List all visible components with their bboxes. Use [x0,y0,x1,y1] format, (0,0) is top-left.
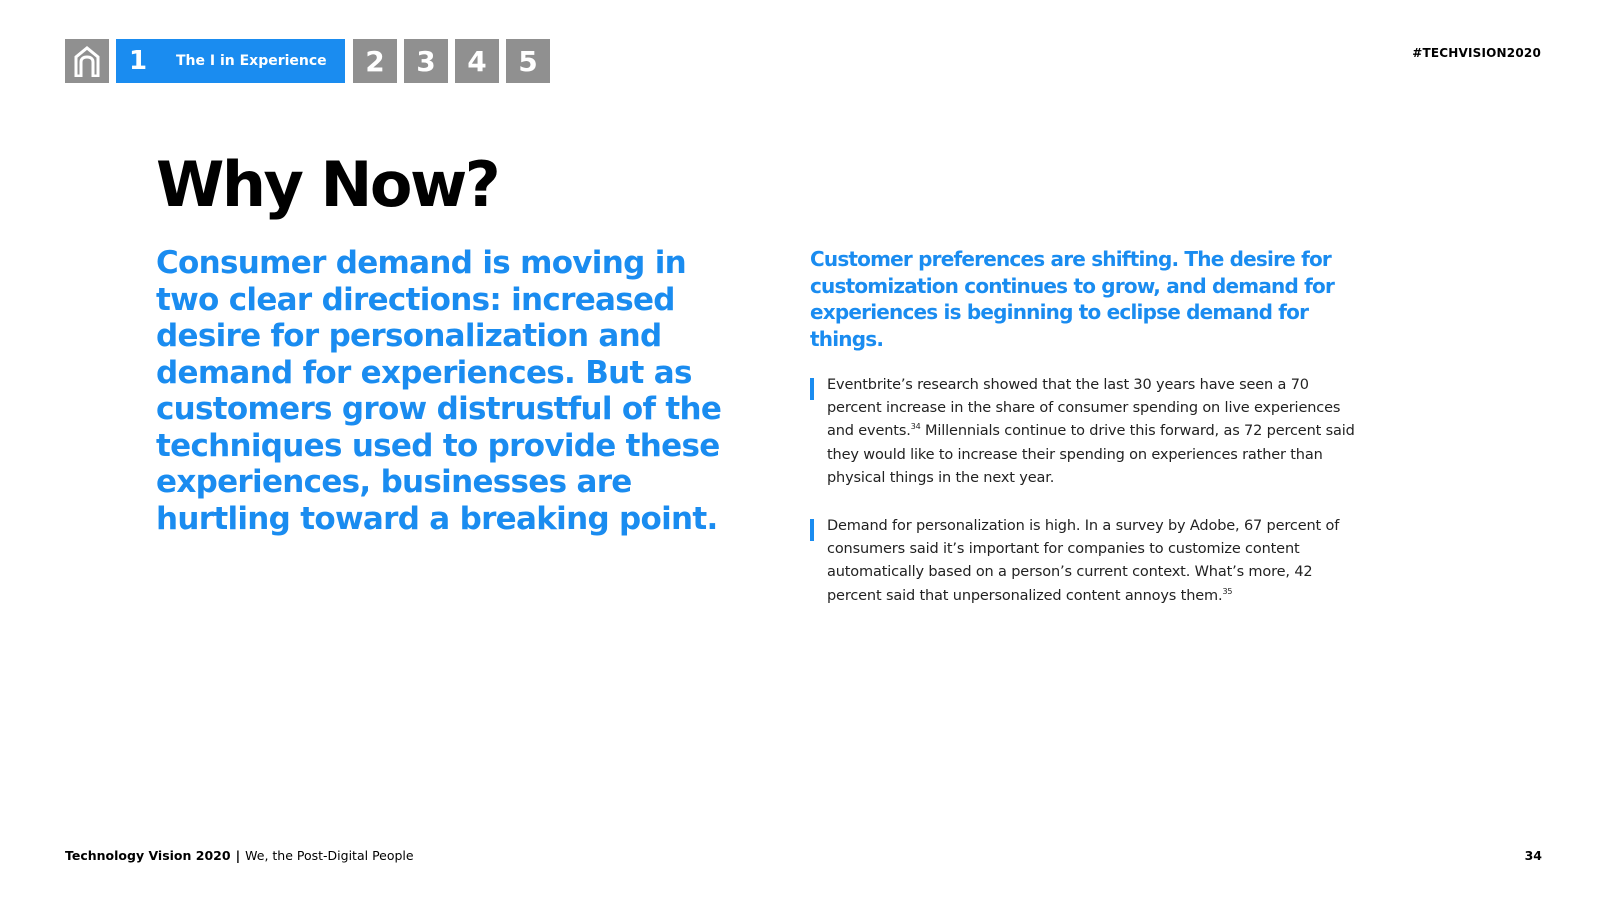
page-number: 34 [1524,848,1542,863]
paragraph-text-part2: Millennials continue to drive this forward, as 72 percent said they would like to increase their spending on experiences rather than physical things in the next year. [827,423,1355,486]
footer-publication: Technology Vision 2020 [65,848,231,863]
footer [65,848,414,863]
paragraph-text: Demand for personalization is high. In a survey by Adobe, 67 percent of consumers said it’s important for companies to customize content automatically based on a person’s current context. What’s more, 42 percent said that unpersonalized content annoys them. [827,518,1340,604]
paragraph-marker [810,378,814,400]
paragraph-marker [810,519,814,541]
active-section-label: The I in Experience [176,53,327,69]
section-tab-4[interactable]: 4 [455,39,499,83]
subheading: Customer preferences are shifting. The desire for customization continues to grow, and demand for experiences is beginning to eclipse demand for things. [810,247,1335,351]
section-tab-active[interactable] [116,39,345,83]
section-tab-2[interactable]: 2 [353,39,397,83]
page-title: Why Now? [156,148,499,221]
paragraph-adobe [810,515,1355,608]
footer-subtitle: We, the Post-Digital People [245,848,414,863]
paragraph-eventbrite [810,374,1355,490]
footer-separator: | [235,848,241,863]
section-nav [65,39,550,83]
footnote-ref-34[interactable]: 34 [910,422,921,432]
active-section-number: 1 [128,46,148,76]
section-tab-5[interactable]: 5 [506,39,550,83]
section-tab-3[interactable]: 3 [404,39,448,83]
home-button[interactable] [65,39,109,83]
paragraph-text-part1: Eventbrite’s research showed that the last 30 years have seen a 70 percent increase in the share of consumer spending on live experiences and events. [827,377,1341,440]
hashtag: #TECHVISION2020 [1412,46,1541,60]
footnote-ref-35[interactable]: 35 [1222,586,1233,596]
lead-paragraph: Consumer demand is moving in two clear directions: increased desire for personalization and demand for experiences. But as customers grow distrustful of the techniques used to provide these experiences, businesses are hurtling toward a breaking point. [156,245,722,537]
right-column [810,246,1355,633]
home-icon [73,45,101,77]
